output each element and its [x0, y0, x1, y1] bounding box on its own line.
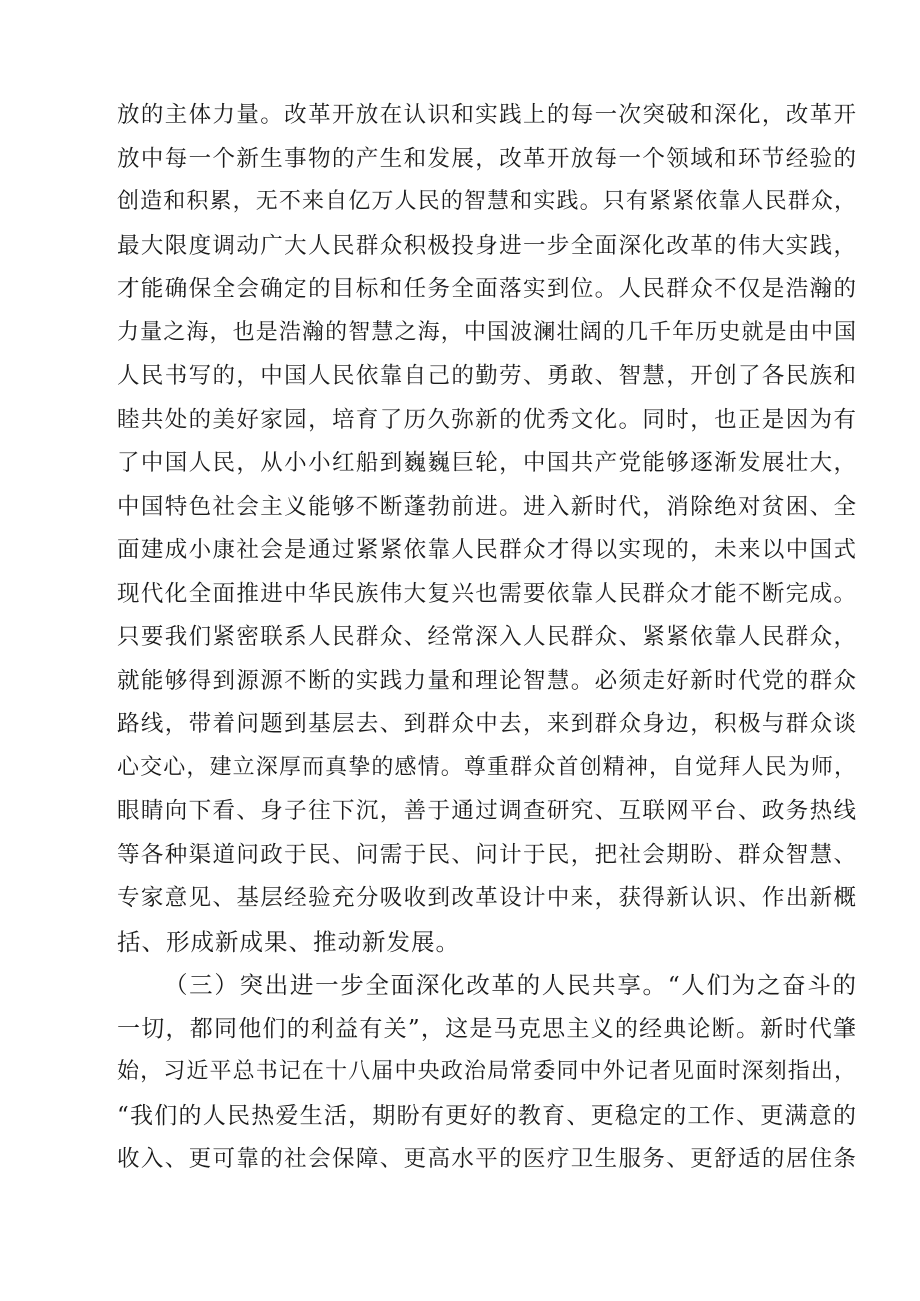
- text-line: 心交心，建立深厚而真挚的感情。尊重群众首创精神，自觉拜人民为师，: [117, 755, 857, 780]
- text-line: 等各种渠道问政于民、问需于民、问计于民，把社会期盼、群众智慧、: [117, 842, 857, 868]
- text-line: 放中每一个新生事物的产生和发展，改革开放每一个领域和环节经验的: [117, 146, 857, 172]
- text-line: 路线，带着问题到基层去、到群众中去，来到群众身边，积极与群众谈: [117, 711, 857, 737]
- text-line: 力量之海，也是浩瀚的智慧之海，中国波澜壮阔的几千年历史就是由中国: [117, 320, 857, 345]
- text-line: 中国特色社会主义能够不断蓬勃前进。进入新时代，消除绝对贫困、全: [117, 494, 857, 520]
- text-line: “我们的人民热爱生活，期盼有更好的教育、更稳定的工作、更满意的: [117, 1103, 857, 1129]
- text-line: 放的主体力量。改革开放在认识和实践上的每一次突破和深化，改革开: [117, 102, 857, 128]
- text-line: 创造和积累，无不来自亿万人民的智慧和实践。只有紧紧依靠人民群众，: [117, 189, 857, 214]
- text-line: 只要我们紧密联系人民群众、经常深入人民群众、紧紧依靠人民群众，: [117, 624, 857, 650]
- text-line: 收入、更可靠的社会保障、更高水平的医疗卫生服务、更舒适的居住条: [117, 1146, 857, 1172]
- text-line: 一切，都同他们的利益有关”，这是马克思主义的经典论断。新时代肇: [117, 1016, 857, 1042]
- text-line: 现代化全面推进中华民族伟大复兴也需要依靠人民群众才能不断完成。: [117, 581, 857, 607]
- text-line: 始，习近平总书记在十八届中央政治局常委同中外记者见面时深刻指出，: [117, 1059, 857, 1084]
- text-line: 才能确保全会确定的目标和任务全面落实到位。人民群众不仅是浩瀚的: [117, 276, 857, 302]
- section-heading-line: （三）突出进一步全面深化改革的人民共享。“人们为之奋斗的: [164, 971, 857, 999]
- text-line: 眼睛向下看、身子往下沉，善于通过调查研究、互联网平台、政务热线: [117, 798, 857, 824]
- text-line: 睦共处的美好家园，培育了历久弥新的优秀文化。同时，也正是因为有: [117, 407, 857, 433]
- paragraph-last-line: 括、形成新成果、推动新发展。: [117, 928, 460, 956]
- text-line: 面建成小康社会是通过紧紧依靠人民群众才得以实现的，未来以中国式: [117, 537, 857, 563]
- text-line: 专家意见、基层经验充分吸收到改革设计中来，获得新认识、作出新概: [117, 885, 857, 911]
- text-line: 就能够得到源源不断的实践力量和理论智慧。必须走好新时代党的群众: [117, 668, 857, 694]
- text-line: 人民书写的，中国人民依靠自己的勤劳、勇敢、智慧，开创了各民族和: [117, 363, 857, 389]
- text-line: 最大限度调动广大人民群众积极投身进一步全面深化改革的伟大实践，: [117, 233, 857, 259]
- text-line: 了中国人民，从小小红船到巍巍巨轮，中国共产党能够逐渐发展壮大，: [117, 450, 857, 476]
